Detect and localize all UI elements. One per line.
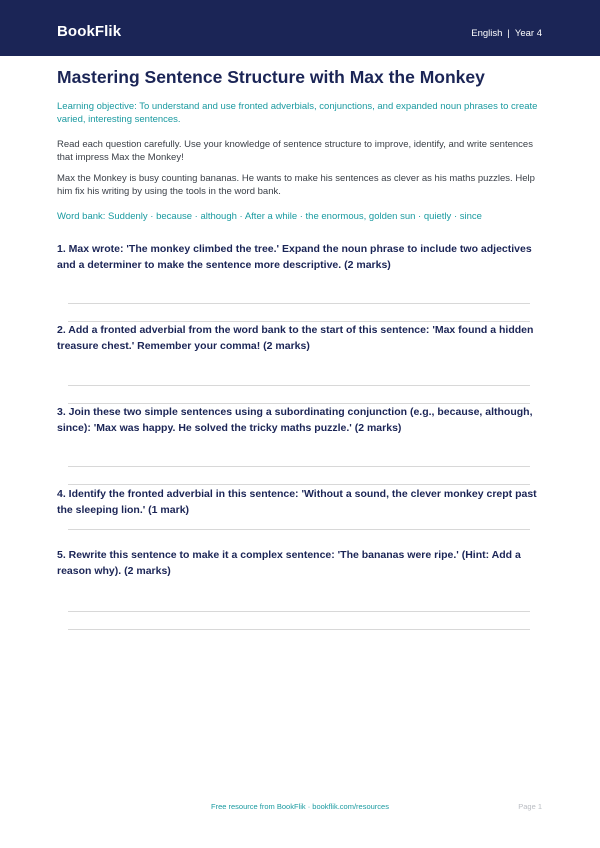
- header-bar: [0, 0, 600, 56]
- subject-label: English: [471, 28, 503, 39]
- meta-separator: |: [507, 28, 510, 39]
- answer-line-q4[interactable]: [68, 529, 530, 530]
- year-label: Year 4: [514, 28, 542, 39]
- brand-logo: BookFlik: [57, 23, 122, 40]
- instructions-text: Read each question carefully. Use your knowledge of sentence structure to improve, identify, and write sentences that impress Max the Monkey!: [57, 139, 533, 163]
- subject-year: [471, 28, 542, 39]
- answer-line-q5-b[interactable]: [68, 629, 530, 630]
- story-text: Max the Monkey is busy counting bananas. He wants to make his sentences as clever as his maths puzzles. Help him fix his writing by using the tools in the word bank.: [57, 173, 535, 197]
- learning-objective: Learning objective: To understand and use fronted adverbials, conjunctions, and expanded noun phrases to create varied, interesting sentences.: [57, 101, 538, 125]
- answer-line-q2-a[interactable]: [68, 385, 530, 386]
- page-number: Page 1: [518, 802, 542, 811]
- answer-line-q1-a[interactable]: [68, 303, 530, 304]
- answer-line-q3-b[interactable]: [68, 484, 530, 485]
- answer-line-q5-a[interactable]: [68, 611, 530, 612]
- page-title: Mastering Sentence Structure with Max the Monkey: [57, 67, 485, 87]
- question-5: 5. Rewrite this sentence to make it a complex sentence: 'The bananas were ripe.' (Hint: Add a reason why). (2 marks): [57, 549, 521, 577]
- word-bank: Word bank: Suddenly · because · although · After a while · the enormous, golden sun · quietly · since: [57, 211, 482, 222]
- question-4: 4. Identify the fronted adverbial in this sentence: 'Without a sound, the clever monkey crept past the sleeping lion.' (1 mark): [57, 488, 537, 516]
- question-2: 2. Add a fronted adverbial from the word bank to the start of this sentence: 'Max found a hidden treasure chest.' Remember your comma! (2 marks): [57, 324, 534, 352]
- question-1: 1. Max wrote: 'The monkey climbed the tree.' Expand the noun phrase to include two adjectives and a determiner to make the sentence more descriptive. (2 marks): [57, 243, 532, 271]
- answer-line-q3-a[interactable]: [68, 466, 530, 467]
- question-3: 3. Join these two simple sentences using a subordinating conjunction (e.g., because, although, since): 'Max was happy. He solved the tricky maths puzzle.' (2 marks): [57, 406, 533, 434]
- footer-text: Free resource from BookFlik · bookflik.com/resources: [211, 802, 389, 811]
